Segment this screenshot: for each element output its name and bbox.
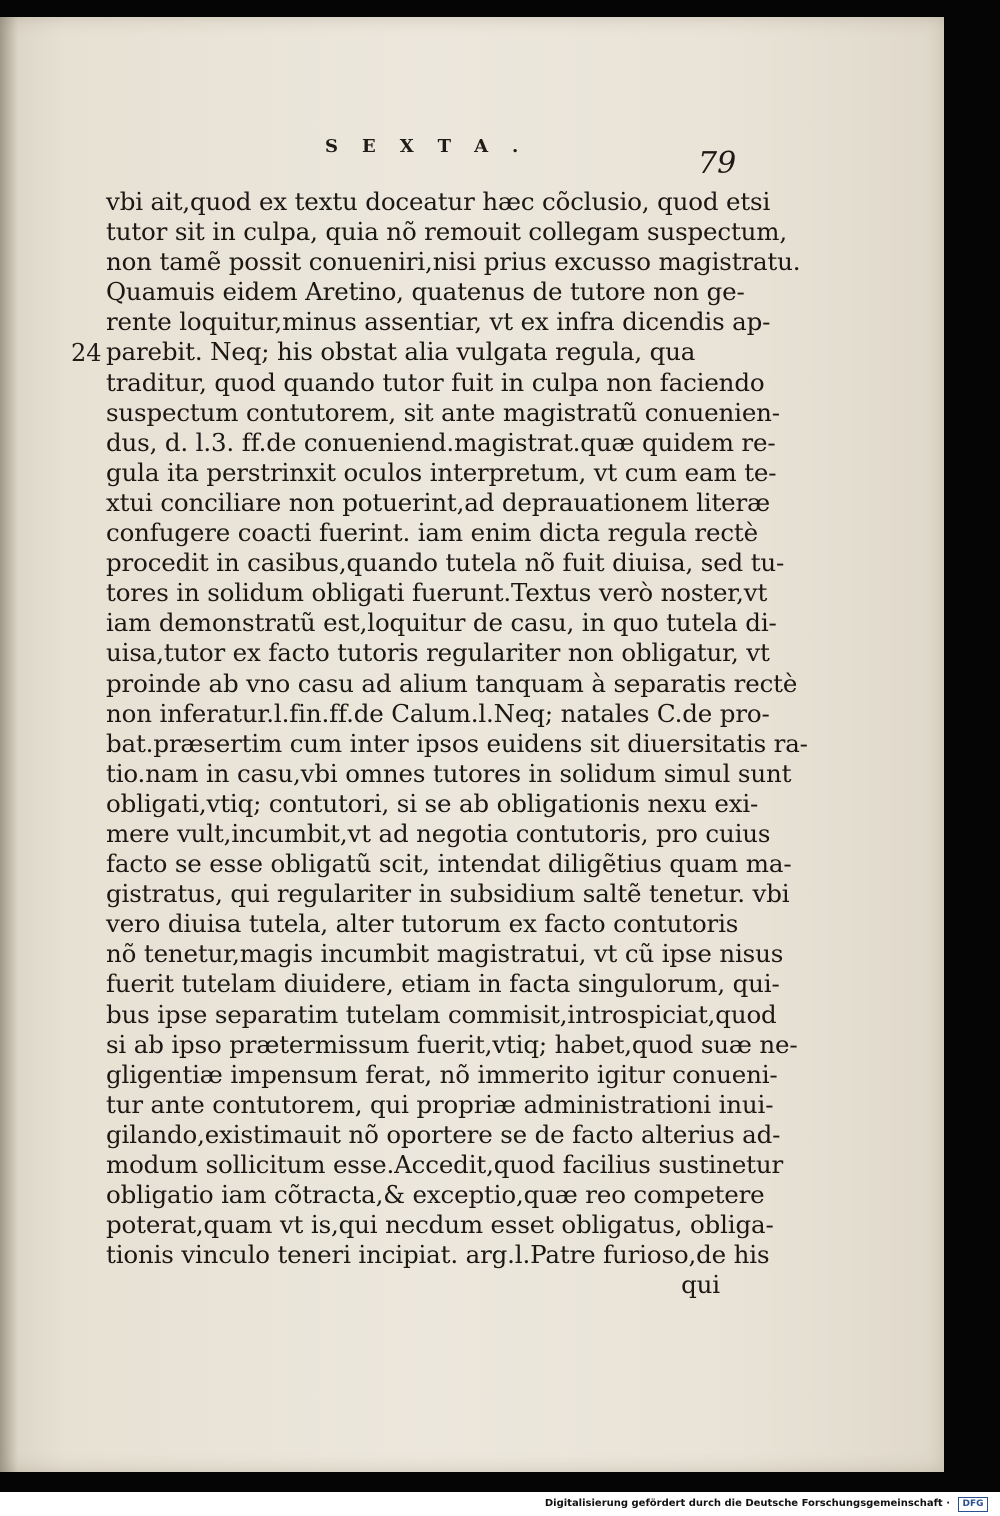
text-line: tutor sit in culpa, quia nõ remouit collegam suspectum, [106,217,787,247]
text-line: gilando,existimauit nõ oportere se de facto alterius ad- [106,1119,781,1149]
page-number: 79 [698,146,737,181]
text-line: traditur, quod quando tutor fuit in culpa non faciendo [106,367,765,397]
text-line: modum sollicitum esse.Accedit,quod facilius sustinetur [106,1150,784,1179]
text-line: dus, d. l.3. ff.de conueniend.magistrat.quæ quidem re- [106,427,776,457]
text-line: suspectum contutorem, sit ante magistratũ conuenien- [106,397,780,427]
text-line: nõ tenetur,magis incumbit magistratui, vt cũ ipse nisus [106,939,784,969]
text-line: tio.nam in casu,vbi omnes tutores in solidum simul sunt [106,758,792,788]
text-line: xtui conciliare non potuerint,ad deprauationem literæ [106,487,770,517]
text-line: tores in solidum obligati fuerunt.Textus verò noster,vt [106,578,768,608]
text-line: gistratus, qui regulariter in subsidium saltẽ tenetur. vbi [106,879,790,909]
marginal-number: 24 [71,339,102,367]
text-line: bat.præsertim cum inter ipsos euidens sit diuersitatis ra- [106,728,808,758]
text-line: iam demonstratũ est,loquitur de casu, in quo tutela di- [106,608,777,638]
dfg-logo-icon: DFG [958,1497,988,1512]
catchword: qui [681,1270,720,1300]
text-line: mere vult,incumbit,vt ad negotia contutoris, pro cuius [106,818,771,848]
text-line: vero diuisa tutela, alter tutorum ex facto contutoris [106,909,739,939]
text-line: Quamuis eidem Aretino, quatenus de tutore non ge- [106,277,745,307]
main-text-block [106,187,808,1300]
text-line: tionis vinculo teneri incipiat. arg.l.Patre furioso,de his [106,1240,770,1270]
text-line: obligatio iam cõtracta,& exceptio,quæ reo competere [106,1180,765,1210]
running-head: SEXTA. [325,136,543,157]
text-line: vbi ait,quod ex textu doceatur hæc cõclusio, quod etsi [106,187,771,216]
text-line: uisa,tutor ex facto tutoris regulariter non obligatur, vt [106,638,770,668]
text-line: procedit in casibus,quando tutela nõ fuit diuisa, sed tu- [106,548,785,578]
text-line: facto se esse obligatũ scit, intendat diligẽtius quam ma- [106,849,792,879]
page-gutter-shadow [0,17,18,1472]
text-line: proinde ab vno casu ad alium tanquam à separatis rectè [106,668,798,698]
text-line: tur ante contutorem, qui propriæ administrationi inui- [106,1089,774,1119]
text-line: rente loquitur,minus assentiar, vt ex infra dicendis ap- [106,307,771,337]
text-line: non inferatur.l.fin.ff.de Calum.l.Neq; natales C.de pro- [106,698,770,728]
digitization-footer [0,1492,1000,1516]
text-line: non tamẽ possit conueniri,nisi prius excusso magistratu. [106,247,801,277]
book-page [0,17,944,1472]
text-line: si ab ipso prætermissum fuerit,vtiq; habet,quod suæ ne- [106,1029,798,1059]
text-line: parebit. Neq; his obstat alia vulgata regula, qua [106,337,696,367]
text-line: confugere coacti fuerint. iam enim dicta regula rectè [106,518,758,548]
text-line: poterat,quam vt is,qui necdum esset obligatus, obliga- [106,1210,774,1240]
text-line: gula ita perstrinxit oculos interpretum, vt cum eam te- [106,457,777,487]
funding-credit: Digitalisierung gefördert durch die Deutsche Forschungsgemeinschaft · [544,1498,950,1509]
text-line: gligentiæ impensum ferat, nõ immerito igitur conueni- [106,1059,778,1089]
text-line: bus ipse separatim tutelam commisit,introspiciat,quod [106,999,777,1029]
text-line: obligati,vtiq; contutori, si se ab obligationis nexu exi- [106,788,759,818]
text-line: fuerit tutelam diuidere, etiam in facta singulorum, qui- [106,969,780,999]
